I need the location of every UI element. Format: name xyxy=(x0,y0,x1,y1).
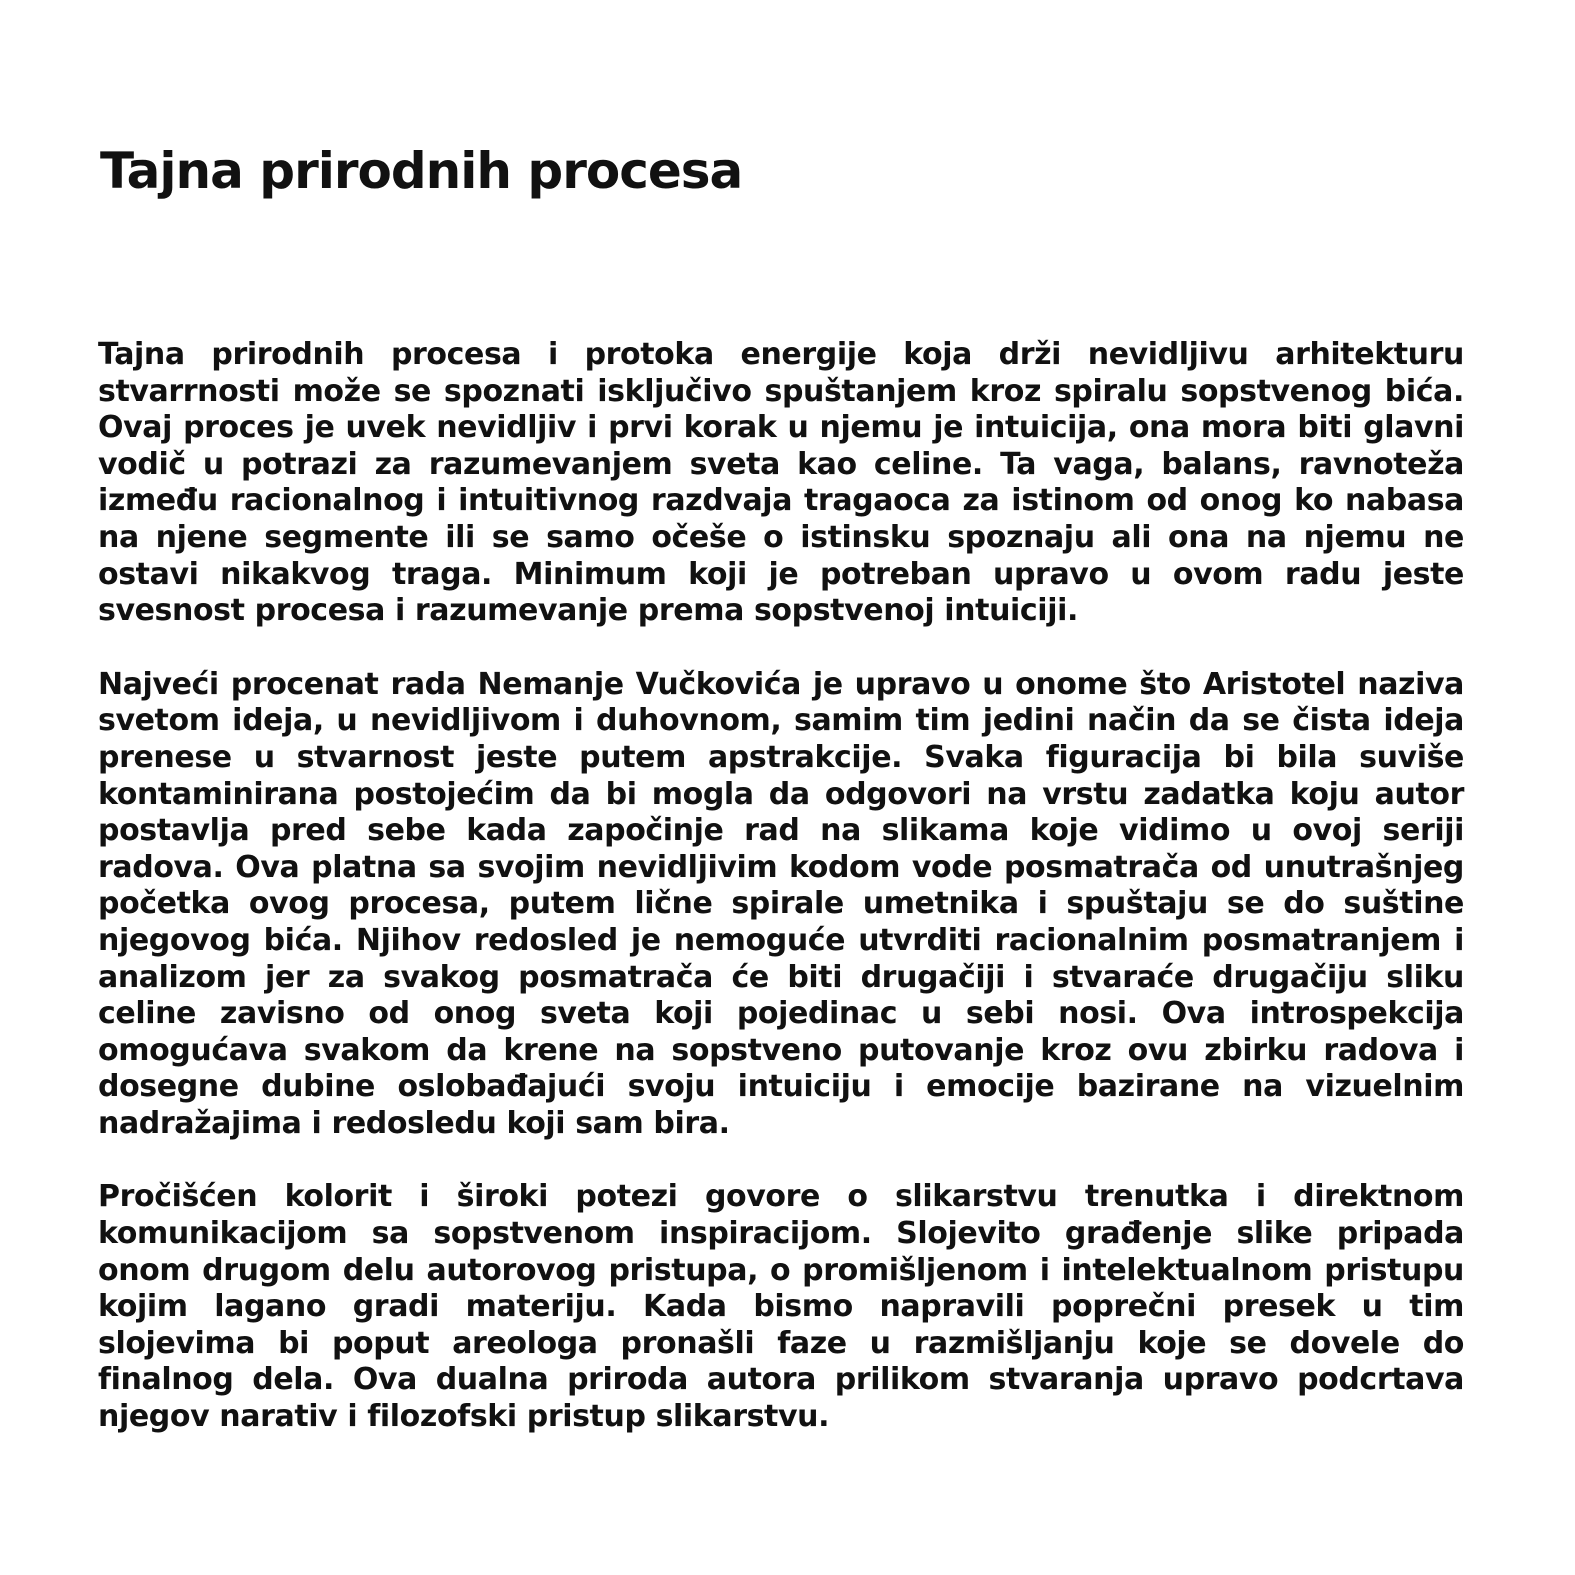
document-title: Tajna prirodnih procesa xyxy=(100,142,743,200)
paragraph-intuition: Tajna prirodnih procesa i protoka energije koja drži nevidljivu arhitekturu stvarrnosti može se spoznati isključivo spuštanjem kroz spiralu sopstvenog bića. Ovaj proces je uvek nevidljiv i prvi korak u njemu je intuicija, ona mora biti glavni vodič u potrazi za razumevanjem sveta kao celine. Ta vaga, balans, ravnoteža između racionalnog i intuitivnog razdvaja tragaoca za istinom od onog ko nabasa na njene segmente ili se samo očeše o istinsku spoznaju ali ona na njemu ne ostavi nikakvog traga. Minimum koji je potreban upravo u ovom radu jeste svesnost procesa i razumevanje prema sopstvenoj intuiciji. xyxy=(98,337,1464,629)
paragraph-abstraction: Najveći procenat rada Nemanje Vučkovića je upravo u onome što Aristotel naziva svetom ideja, u nevidljivom i duhovnom, samim tim jedini način da se čista ideja prenese u stvarnost jeste putem apstrakcije. Svaka figuracija bi bila suviše kontaminirana postojećim da bi mogla da odgovori na vrstu zadatka koju autor postavlja pred sebe kada započinje rad na slikama koje vidimo u ovoj seriji radova. Ova platna sa svojim nevidljivim kodom vode posmatrača od unutrašnjeg početka ovog procesa, putem lične spirale umetnika i spuštaju se do suštine njegovog bića. Njihov redosled je nemoguće utvrditi racionalnim posmatranjem i analizom jer za svakog posmatrača će biti drugačiji i stvaraće drugačiju sliku celine zavisno od onog sveta koji pojedinac u sebi nosi. Ova introspekcija omogućava svakom da krene na sopstveno putovanje kroz ovu zbirku radova i dosegne dubine oslobađajući svoju intuiciju i emocije bazirane na vizuelnim nadražajima i redosledu koji sam bira. xyxy=(98,666,1464,1141)
paragraph-layered-painting: Pročišćen kolorit i široki potezi govore o slikarstvu trenutka i direktnom komunikacijom sa sopstvenom inspiracijom. Slojevito građenje slike pripada onom drugom delu autorovog pristupa, o promišljenom i intelektualnom pristupu kojim lagano gradi materiju. Kada bismo napravili poprečni presek u tim slojevima bi poput areologa pronašli faze u razmišljanju koje se dovele do finalnog dela. Ova dualna priroda autora prilikom stvaranja upravo podcrtava njegov narativ i filozofski pristup slikarstvu. xyxy=(98,1179,1464,1435)
document-body xyxy=(98,337,1464,1436)
